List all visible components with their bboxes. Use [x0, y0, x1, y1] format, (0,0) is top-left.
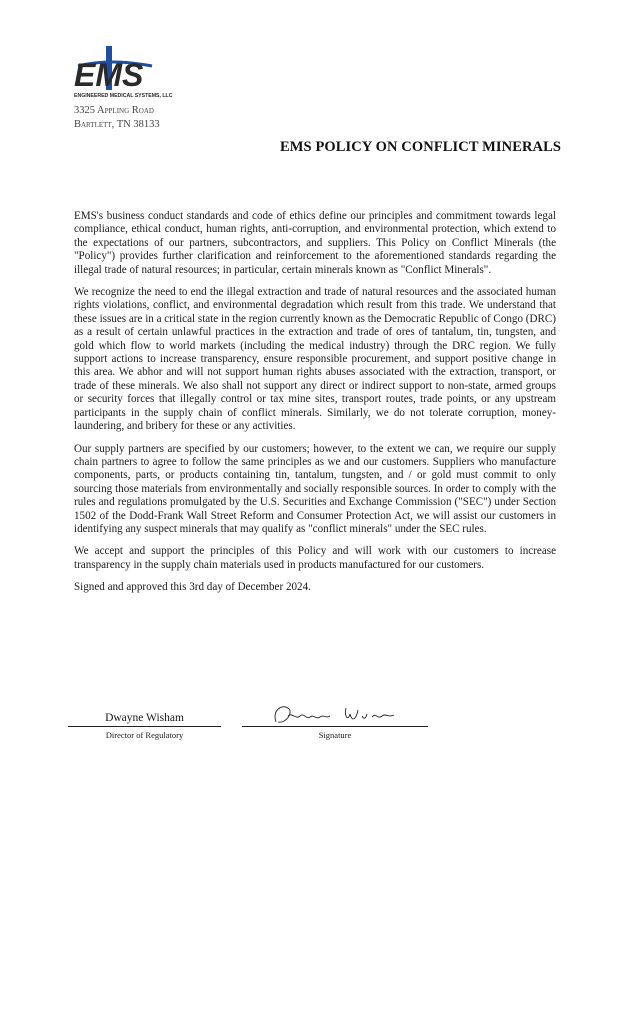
signed-statement: Signed and approved this 3rd day of December 2024.	[74, 581, 311, 594]
signatory-block	[68, 712, 221, 740]
address-city: Bartlett, TN 38133	[74, 119, 160, 130]
paragraph-2: We recognize the need to end the illegal extraction and trade of natural resources and the associated human rights violations, conflict, and environmental degradation which result from this trade. We understand that these issues are in a critical state in the region currently known as the Democratic Republic of Congo (DRC) as a result of certain unlawful practices in the extraction and trade of ores of tantalum, tin, tungsten, and gold which flow to world markets (including the medical industry) through the DRC region. We fully support actions to increase transparency, ensure responsible procurement, and support positive change in this area. We abhor and will not support human rights abuses associated with the extraction, transport, or trade of these minerals. We also shall not support any direct or indirect support to non-state, armed groups or security forces that illegally control or tax mine sites, transport routes, trade points, or any upstream participants in the supply chain of conflict minerals. Similarly, we do not tolerate corruption, money-laundering, and bribery for these or any activities.	[74, 286, 556, 433]
company-logo	[72, 44, 173, 100]
document-title: EMS POLICY ON CONFLICT MINERALS	[280, 139, 562, 155]
signatory-name: Dwayne Wisham	[68, 712, 221, 727]
signature-caption: Signature	[318, 730, 352, 740]
company-address	[74, 104, 160, 132]
policy-body	[74, 210, 556, 604]
handwritten-signature	[270, 702, 400, 728]
signatory-role: Director of Regulatory	[105, 730, 184, 740]
address-street: 3325 Appling Road	[74, 105, 154, 116]
signature-line	[242, 704, 428, 727]
svg-text:EMS: EMS	[74, 57, 144, 93]
paragraph-3: Our supply partners are specified by our customers; however, to the extent we can, we require our supply chain partners to agree to follow the same principles as we and our customers. Suppliers who manufacture components, parts, or products containing tin, tantalum, tungsten, and / or gold must commit to only sourcing those materials from environmentally and socially responsible sources. In order to comply with the rules and regulations promulgated by the U.S. Securities and Exchange Commission ("SEC") under Section 1502 of the Dodd-Frank Wall Street Reform and Consumer Protection Act, we will assist our customers in identifying any suspect minerals that may qualify as "conflict minerals" under the SEC rules.	[74, 442, 556, 535]
paragraph-1: EMS's business conduct standards and code of ethics define our principles and commitment towards legal compliance, ethical conduct, human rights, anti-corruption, and environmental protection, which extend to the expectations of our partners, subcontractors, and suppliers. This Policy on Conflict Minerals (the "Policy") provides further clarification and reinforcement to the aforementioned standards regarding the illegal trade of natural resources; in particular, certain minerals known as "Conflict Minerals".	[74, 210, 556, 276]
paragraph-4: We accept and support the principles of this Policy and will work with our customers to increase transparency in the supply chain materials used in products manufactured for our customers.	[74, 545, 556, 571]
signature-block	[242, 704, 428, 740]
svg-text:ENGINEERED MEDICAL SYSTEMS, LL: ENGINEERED MEDICAL SYSTEMS, LLC	[74, 93, 173, 99]
